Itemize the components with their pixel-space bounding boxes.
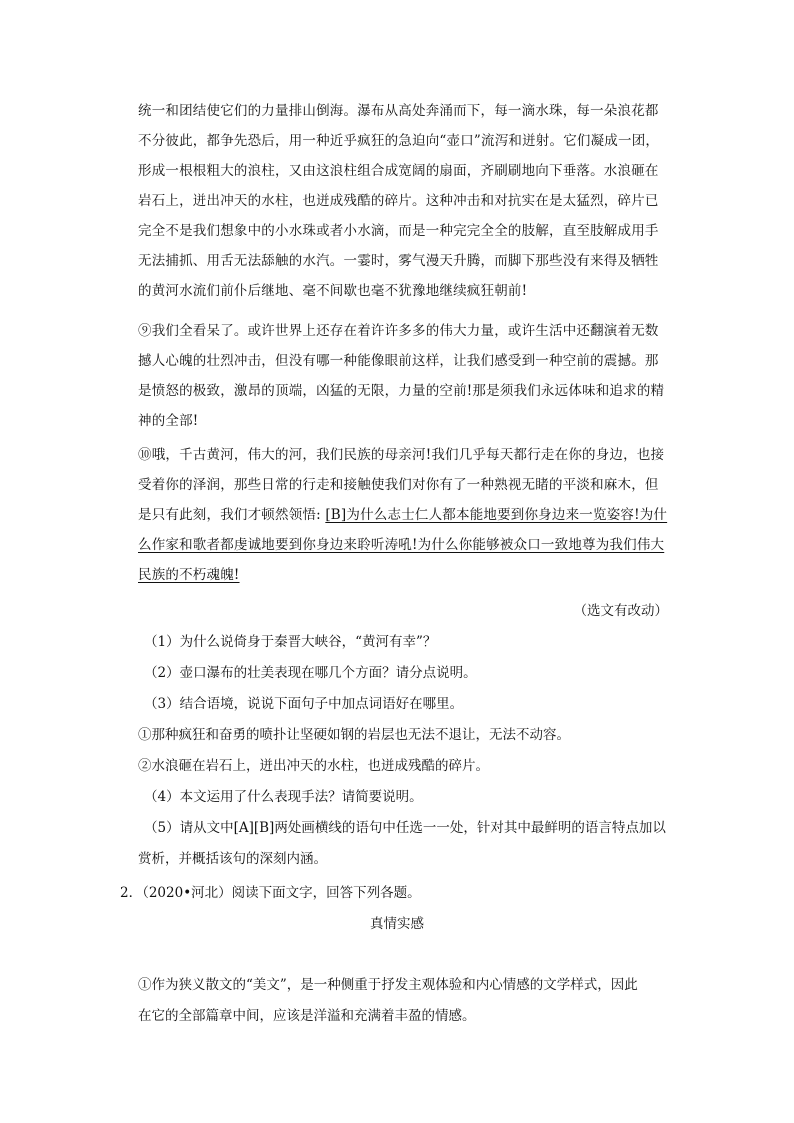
text-line: 无法捕抓、用舌无法舔触的水汽。一霎时，雾气漫天升腾，而脚下那些没有来得及牺牲 xyxy=(138,253,659,269)
question-sub-item: ②水浪砸在岩石上，迸出冲天的水柱，也迸成残酷的碎片。 xyxy=(138,758,489,774)
problem-2-heading: 2．（2020•河北）阅读下面文字，回答下列各题。 xyxy=(120,885,421,901)
question-item: （4）本文运用了什么表现手法？请简要说明。 xyxy=(144,789,423,805)
underlined-line: 么作家和歌者都虔诚地要到你身边来聆听涛吼!为什么你能够被众口一致地尊为我们伟大 xyxy=(138,537,665,553)
question-list xyxy=(138,627,678,875)
question-item: （5）请从文中[A][B]两处画横线的语句中任选一一处，针对其中最鲜明的语言特点加以 xyxy=(144,820,666,836)
paragraph-10 xyxy=(138,440,678,590)
text-line: 受着你的泽润，那些日常的行走和接触使我们对你有了一种熟视无睹的平淡和麻木，但 xyxy=(138,477,659,493)
question-sub-item: ①那种疯狂和奋勇的喷扑让坚硬如钢的岩层也无法不退让，无法不动容。 xyxy=(138,727,570,743)
source-note: （选文有改动） xyxy=(573,603,668,619)
essay-paragraph-1 xyxy=(138,970,678,1032)
question-item: （2）壶口瀑布的壮美表现在哪几个方面？请分点说明。 xyxy=(144,665,477,681)
text-line: 不分彼此，都争先恐后，用一种近乎疯狂的急迫向“壶口”流泻和迸射。它们凝成一团， xyxy=(138,133,660,149)
question-item: （1）为什么说倚身于秦晋大峡谷，“黄河有幸”？ xyxy=(144,634,437,650)
text-line xyxy=(138,500,678,530)
passage-continuation xyxy=(138,96,678,306)
text-line: 岩石上，迸出冲天的水柱，也迸成残酷的碎片。这种冲击和对抗实在是太猛烈，碎片已 xyxy=(138,193,659,209)
text-line: 在它的全部篇章中间，应该是洋溢和充满着丰盈的情感。 xyxy=(138,1008,476,1024)
underlined-line: 民族的不朽魂魄! xyxy=(138,567,240,583)
text-line: 是愤怒的极致，激昂的顶端，凶猛的无限，力量的空前!那是须我们永远体味和追求的精 xyxy=(138,383,665,399)
paragraph-9 xyxy=(138,316,678,436)
text-line: 神的全部! xyxy=(138,413,199,429)
text-line: ⑩哦，千古黄河，伟大的河，我们民族的母亲河!我们几乎每天都行走在你的身边，也接 xyxy=(138,447,665,463)
text-line: ⑨我们全看呆了。或许世界上还存在着许许多多的伟大力量，或许生活中还翻演着无数 xyxy=(138,323,659,339)
text-line: ①作为狭义散文的“美文”，是一种侧重于抒发主观体验和内心情感的文学样式，因此 xyxy=(138,977,638,993)
essay-title: 真情实感 xyxy=(370,916,424,932)
text-line: 撼人心魄的壮烈冲击，但没有哪一种能像眼前这样，让我们感受到一种空前的震撼。那 xyxy=(138,353,659,369)
text-line: 统一和团结使它们的力量排山倒海。瀑布从高处奔涌而下，每一滴水珠，每一朵浪花都 xyxy=(138,103,659,119)
text-segment: 是只有此刻，我们才顿然领悟: xyxy=(138,507,326,523)
question-item-continued: 赏析，并概括该句的深刻内涵。 xyxy=(138,851,327,867)
text-line: 完全不是我们想象中的小水珠或者小水滴，而是一种完完全全的肢解，直至肢解成用手 xyxy=(138,223,659,239)
question-item: （3）结合语境，说说下面句子中加点词语好在哪里。 xyxy=(144,696,464,712)
text-line: 的黄河水流们前仆后继地、毫不间歇也毫不犹豫地继续疯狂朝前! xyxy=(138,283,528,299)
underlined-sentence-b: [B]为什么志士仁人都本能地要到你身边来一览姿容!为什 xyxy=(325,507,668,523)
text-line: 形成一根根粗大的浪柱，又由这浪柱组合成宽阔的扇面，齐刷刷地向下垂落。水浪砸在 xyxy=(138,163,659,179)
